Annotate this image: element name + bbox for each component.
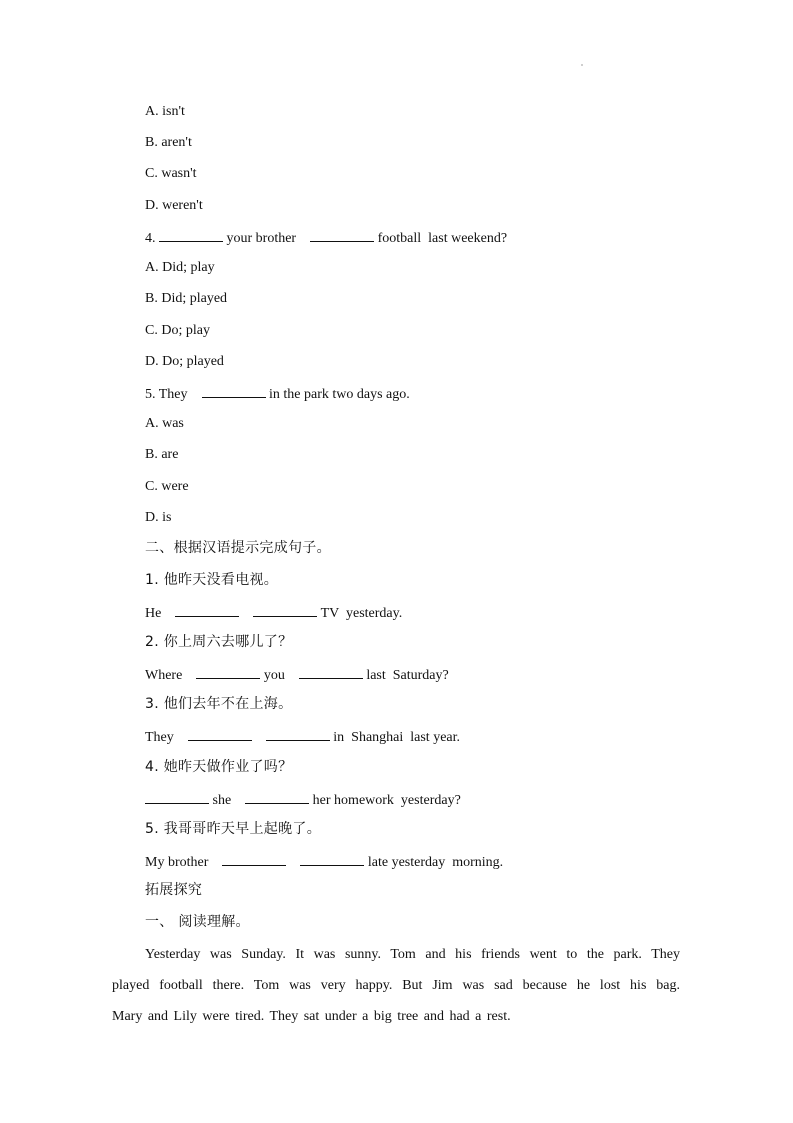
scan-dot: [581, 64, 583, 66]
s2-item4-b: she: [212, 793, 232, 808]
q3-option-d: D. weren't: [145, 198, 203, 213]
q3-option-c: C. wasn't: [145, 166, 197, 181]
s2-item5-c: late yesterday morning.: [367, 855, 504, 870]
answer-blank: [299, 664, 363, 679]
answer-blank: [159, 227, 223, 242]
s2-item2-prompt: 2. 你上周六去哪儿了？: [145, 634, 293, 650]
s2-item5-a: My brother: [145, 855, 209, 870]
answer-blank: [245, 789, 309, 804]
q4-question: [145, 227, 507, 247]
answer-blank: [253, 602, 317, 617]
s2-item1-sentence: [145, 602, 402, 622]
s2-item1-prompt: 1. 他昨天没看电视。: [145, 572, 279, 588]
q5-option-a: A. was: [145, 416, 184, 431]
s2-item5-prompt: 5. 我哥哥昨天早上起晚了。: [145, 821, 322, 837]
answer-blank: [266, 726, 330, 741]
answer-blank: [300, 851, 364, 866]
s2-item3-c: in Shanghai last year.: [333, 730, 461, 745]
s2-item4-sentence: [145, 789, 461, 809]
section2-heading: 二、根据汉语提示完成句子。: [145, 540, 331, 556]
q4-end: football last weekend?: [377, 231, 508, 246]
answer-blank: [188, 726, 252, 741]
s2-item2-c: last Saturday?: [366, 668, 449, 683]
q5-option-b: B. are: [145, 447, 179, 462]
s2-item1-a: He: [145, 606, 162, 621]
reading-paragraph-line: Mary and Lily were tired. They sat under a big tree and had a rest.: [112, 1009, 511, 1024]
answer-blank: [222, 851, 286, 866]
q5-end: in the park two days ago.: [269, 387, 410, 402]
q5-option-c: C. were: [145, 479, 189, 494]
answer-blank: [310, 227, 374, 242]
answer-blank: [202, 383, 266, 398]
s2-item3-a: They: [145, 730, 174, 745]
q5-option-d: D. is: [145, 510, 172, 525]
q4-option-a: A. Did; play: [145, 260, 215, 275]
s2-item3-prompt: 3. 他们去年不在上海。: [145, 696, 293, 712]
extension-subheading: 一、 阅读理解。: [145, 914, 250, 930]
answer-blank: [175, 602, 239, 617]
q4-middle: your brother: [226, 231, 297, 246]
q4-option-c: C. Do; play: [145, 323, 210, 338]
answer-blank: [196, 664, 260, 679]
s2-item4-prompt: 4. 她昨天做作业了吗？: [145, 759, 293, 775]
q4-option-d: D. Do; played: [145, 354, 224, 369]
q3-option-b: B. aren't: [145, 135, 192, 150]
s2-item5-sentence: [145, 851, 503, 871]
s2-item2-sentence: [145, 664, 449, 684]
s2-item2-a: Where: [145, 668, 183, 683]
answer-blank: [145, 789, 209, 804]
q5-question: [145, 383, 410, 403]
q3-option-a: A. isn't: [145, 104, 185, 119]
s2-item1-c: TV yesterday.: [320, 606, 403, 621]
s2-item2-b: you: [263, 668, 285, 683]
extension-title: 拓展探究: [145, 882, 203, 898]
s2-item4-c: her homework yesterday?: [312, 793, 461, 808]
reading-paragraph-line: played football there. Tom was very happy. But Jim was sad because he lost his bag.: [112, 978, 680, 993]
reading-paragraph-line: Yesterday was Sunday. It was sunny. Tom and his friends went to the park. They: [145, 947, 680, 962]
s2-item3-sentence: [145, 726, 460, 746]
q5-start: 5. They: [145, 387, 188, 402]
q4-option-b: B. Did; played: [145, 291, 228, 306]
q4-number: 4.: [145, 231, 156, 246]
